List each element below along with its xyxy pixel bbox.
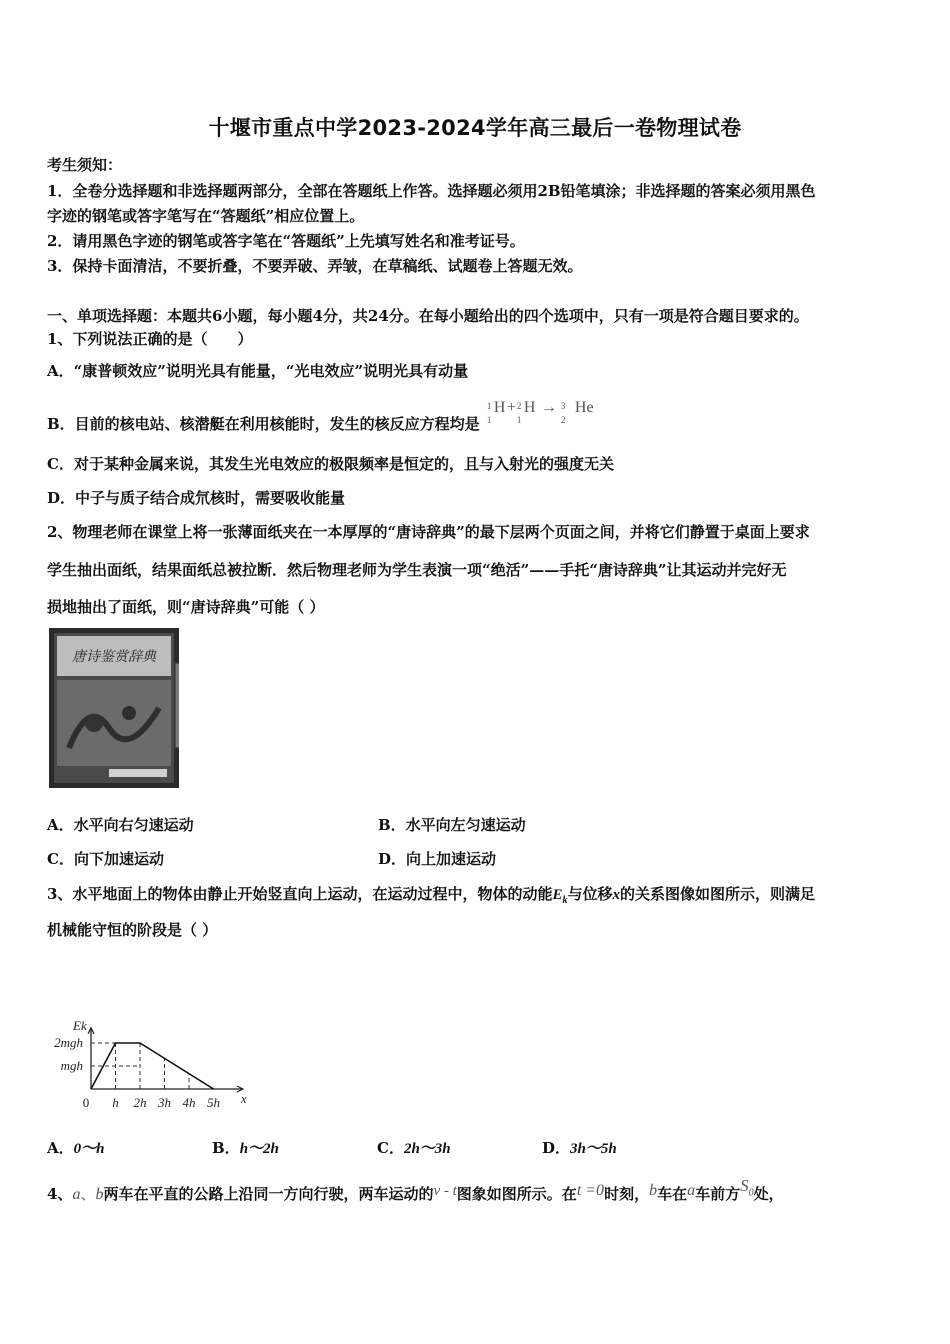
y-tick-label: mgh xyxy=(60,1058,83,1073)
q3-line-1 xyxy=(47,883,815,912)
y-axis-label: Ek xyxy=(73,1017,87,1033)
x-tick-label: 0 xyxy=(82,1095,90,1110)
q3-line-1b: 与位移 xyxy=(567,885,613,903)
x-tick-label: 5h xyxy=(207,1095,220,1110)
q1-option-b-text: B．目前的核电站、核潜艇在利用核能时，发生的核反应方程均是 xyxy=(47,415,480,433)
q3-option-b-value: h～2h xyxy=(239,1141,279,1157)
q3-option-b xyxy=(212,1137,279,1160)
illustration-leaf xyxy=(122,706,136,720)
h2-symbol: H xyxy=(523,399,536,416)
notice-heading: 考生须知： xyxy=(47,156,123,174)
q4-text-2: 图象如图所示。在 xyxy=(456,1185,577,1203)
q2-option-b: B．水平向左匀速运动 xyxy=(378,816,526,834)
h1-atomic-number: 1 xyxy=(486,415,492,425)
q1-option-b xyxy=(47,399,605,435)
book-image xyxy=(49,628,179,788)
q3-option-a-label: A． xyxy=(47,1139,74,1157)
q4-text-6: 处， xyxy=(753,1185,784,1203)
q3-line-1a: 3、水平地面上的物体由静止开始竖直向上运动，在运动过程中，物体的动能 xyxy=(47,885,553,903)
nuclear-equation xyxy=(485,399,605,429)
q4-text-3: 时刻， xyxy=(604,1185,650,1203)
x-tick-label: 4h xyxy=(182,1095,196,1110)
illustration-leaf xyxy=(85,714,103,732)
q1-option-a: A．“康普顿效应”说明光具有能量，“光电效应”说明光具有动量 xyxy=(47,362,469,380)
q4-text-4: 车在 xyxy=(657,1185,688,1203)
notice-item-2: 2．请用黑色字迹的钢笔或答字笔在“答题纸”上先填写姓名和准考证号。 xyxy=(47,232,525,250)
q3-option-a-value: 0～h xyxy=(73,1141,105,1157)
ek-x-graph xyxy=(44,952,274,1122)
he-symbol: He xyxy=(574,399,594,416)
q3-option-d-value: 3h～5h xyxy=(570,1141,617,1157)
ek-curve xyxy=(91,1043,214,1089)
h2-mass-number: 2 xyxy=(516,401,522,411)
q3-option-a xyxy=(47,1137,104,1160)
plus-sign: + xyxy=(506,399,516,416)
x-symbol: x xyxy=(612,887,620,903)
q4-number: 4、 xyxy=(47,1185,73,1203)
q2-option-c: C．向下加速运动 xyxy=(47,850,164,868)
q4-text-1: 两车在平直的公路上沿同一方向行驶，两车运动的 xyxy=(103,1185,434,1203)
q2-option-a: A．水平向右匀速运动 xyxy=(47,816,194,834)
h1-mass-number: 1 xyxy=(486,401,492,411)
q2-line-2: 学生抽出面纸，结果面纸总被拉断．然后物理老师为学生表演一项“绝活”——手托“唐诗辞典”让其运动并完好无 xyxy=(47,561,787,579)
q4-line-1 xyxy=(47,1176,784,1212)
q3-option-d-label: D． xyxy=(542,1139,571,1157)
q4-s0-symbol: S xyxy=(740,1176,749,1195)
q4-var-a: a xyxy=(72,1186,81,1203)
tissue-paper xyxy=(175,663,179,748)
book-publisher-label xyxy=(109,769,167,777)
q4-var-a2: a xyxy=(687,1182,696,1199)
q4-var-b2: b xyxy=(649,1182,658,1199)
x-tick-label: 3h xyxy=(158,1095,171,1110)
q4-var-b: b xyxy=(95,1186,104,1203)
page-title: 十堰市重点中学2023-2024学年高三最后一卷物理试卷 xyxy=(208,116,742,140)
q3-option-c xyxy=(377,1137,451,1160)
notice-item-1-cont: 字迹的钢笔或答字笔写在“答题纸”相应位置上。 xyxy=(47,207,365,225)
h1-symbol: H xyxy=(493,399,506,416)
arrow-icon: → xyxy=(540,399,557,416)
ek-subscript: k xyxy=(562,895,568,906)
q4-text-5: 车前方 xyxy=(695,1185,741,1203)
q3-line-1c: 的关系图像如图所示，则满足 xyxy=(619,885,815,903)
q4-vt: v - t xyxy=(433,1183,457,1199)
x-axis-label: x xyxy=(240,1091,247,1106)
y-tick-label: 2mgh xyxy=(54,1035,83,1050)
q4-sep: 、 xyxy=(80,1187,96,1203)
q4-t0: t =0 xyxy=(576,1182,605,1199)
h2-atomic-number: 1 xyxy=(516,415,522,425)
ek-symbol: E xyxy=(552,887,563,903)
notice-item-3: 3．保持卡面清洁，不要折叠，不要弄破、弄皱，在草稿纸、试题卷上答题无效。 xyxy=(47,257,583,275)
book-illustration xyxy=(57,680,171,766)
q1-option-c: C．对于某种金属来说，其发生光电效应的极限频率是恒定的，且与入射光的强度无关 xyxy=(47,455,614,473)
graph-content xyxy=(54,1018,247,1110)
x-tick-label: 2h xyxy=(133,1095,147,1110)
q3-option-c-label: C． xyxy=(377,1139,404,1157)
book-title: 唐诗鉴赏辞典 xyxy=(72,649,156,665)
q3-option-d xyxy=(542,1137,617,1160)
q2-line-1: 2、物理老师在课堂上将一张薄面纸夹在一本厚厚的“唐诗辞典”的最下层两个页面之间，并将它们静置于桌面上要求 xyxy=(47,523,810,541)
q3-option-c-value: 2h～3h xyxy=(403,1141,451,1157)
q1-stem: 1、下列说法正确的是（ ） xyxy=(47,330,253,348)
section-heading: 一、单项选择题：本题共6小题，每小题4分，共24分。在每小题给出的四个选项中，只有一项是符合题目要求的。 xyxy=(47,307,809,325)
q4-s0 xyxy=(740,1176,754,1199)
q3-option-b-label: B． xyxy=(212,1139,240,1157)
q4-s0-subscript: 0 xyxy=(748,1187,754,1199)
x-tick-label: h xyxy=(112,1095,119,1110)
he-mass-number: 3 xyxy=(560,401,566,411)
q3-line-2: 机械能守恒的阶段是（ ） xyxy=(47,921,218,939)
q2-line-3: 损地抽出了面纸，则“唐诗辞典”可能（ ） xyxy=(47,598,325,616)
he-atomic-number: 2 xyxy=(560,415,566,425)
q2-option-d: D．向上加速运动 xyxy=(378,850,497,868)
q1-option-d: D．中子与质子结合成氘核时，需要吸收能量 xyxy=(47,489,346,507)
notice-item-1: 1．全卷分选择题和非选择题两部分，全部在答题纸上作答。选择题必须用2B铅笔填涂；非选择题的答案必须用黑色 xyxy=(47,182,816,200)
